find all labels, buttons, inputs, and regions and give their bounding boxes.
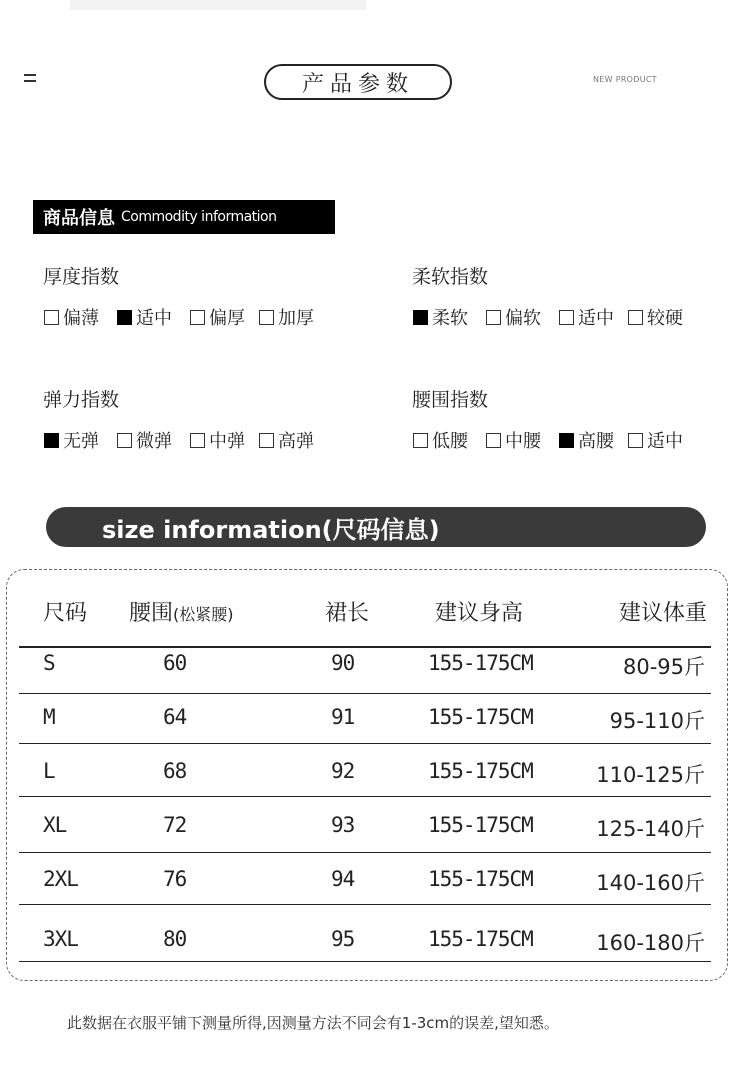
cell-waist: 76 [163,867,187,891]
cell-length: 93 [331,813,355,837]
cell-waist: 68 [163,759,187,783]
cell-size: L [43,759,55,783]
elasticity-option[interactable] [117,427,172,453]
top-strip [70,0,366,10]
cell-length: 90 [331,651,355,675]
cell-size: M [43,705,55,729]
checkbox-empty-icon[interactable] [628,310,643,325]
header-weight: 建议体重 [618,601,707,626]
cell-weight: 140-160斤 [596,871,705,895]
header-waist [129,596,234,627]
waist-option-label: 低腰 [432,431,468,452]
cell-size: XL [43,813,67,837]
thickness-option-label: 偏薄 [63,308,99,329]
checkbox-checked-icon[interactable] [44,433,59,448]
cell-length: 94 [331,867,355,891]
row-divider [19,743,711,744]
softness-option[interactable] [628,304,683,330]
header-size: 尺码 [43,601,88,626]
checkbox-empty-icon[interactable] [259,310,274,325]
elasticity-option[interactable] [259,427,314,453]
thickness-option-label: 适中 [136,308,172,329]
elasticity-label: 弹力指数 [43,389,120,411]
elasticity-option-label: 中弹 [209,431,245,452]
elasticity-option[interactable] [190,427,245,453]
row-divider [19,904,711,905]
row-divider [19,961,711,962]
softness-option[interactable] [486,304,541,330]
checkbox-empty-icon[interactable] [413,433,428,448]
cell-waist: 60 [163,651,187,675]
cell-height: 155-175CM [428,927,533,951]
page-title: 产品参数 [264,64,452,100]
thickness-option[interactable] [44,304,99,330]
softness-option-label: 适中 [578,308,614,329]
softness-option[interactable] [559,304,614,330]
row-divider [19,693,711,694]
elasticity-options [44,427,314,453]
header-waist-note: (松紧腰) [173,605,234,624]
cell-height: 155-175CM [428,759,533,783]
elasticity-option-label: 高弹 [278,431,314,452]
checkbox-empty-icon[interactable] [44,310,59,325]
waist-option[interactable] [559,427,614,453]
cell-waist: 72 [163,813,187,837]
checkbox-checked-icon[interactable] [117,310,132,325]
checkbox-empty-icon[interactable] [486,310,501,325]
thickness-label: 厚度指数 [43,266,120,288]
waist-index-options [413,427,683,453]
softness-option-label: 柔软 [432,308,468,329]
cell-length: 92 [331,759,355,783]
elasticity-option-label: 微弹 [136,431,172,452]
commodity-title-en: Commodity information [121,209,277,225]
waist-option[interactable] [628,427,683,453]
softness-option[interactable] [413,304,468,330]
cell-height: 155-175CM [428,651,533,675]
cell-length: 91 [331,705,355,729]
softness-option-label: 较硬 [647,308,683,329]
softness-option-label: 偏软 [505,308,541,329]
checkbox-empty-icon[interactable] [486,433,501,448]
thickness-options [44,304,314,330]
waist-option-label: 高腰 [578,431,614,452]
menu-icon[interactable] [24,74,36,84]
checkbox-empty-icon[interactable] [259,433,274,448]
checkbox-empty-icon[interactable] [559,310,574,325]
waist-option-label: 中腰 [505,431,541,452]
waist-option[interactable] [413,427,468,453]
cell-size: 2XL [43,867,78,891]
cell-weight: 110-125斤 [596,763,705,787]
cell-height: 155-175CM [428,705,533,729]
row-divider [19,852,711,853]
checkbox-empty-icon[interactable] [190,310,205,325]
measurement-footnote: 此数据在衣服平铺下测量所得,因测量方法不同会有1-3cm的误差,望知悉。 [67,1014,559,1032]
checkbox-checked-icon[interactable] [413,310,428,325]
thickness-option[interactable] [190,304,245,330]
cell-waist: 80 [163,927,187,951]
checkbox-checked-icon[interactable] [559,433,574,448]
thickness-option[interactable] [259,304,314,330]
cell-weight: 95-110斤 [609,709,705,733]
checkbox-empty-icon[interactable] [628,433,643,448]
commodity-title-zh: 商品信息 [43,208,115,229]
cell-length: 95 [331,927,355,951]
size-info-banner: size information(尺码信息) [46,507,706,547]
header-height: 建议身高 [435,601,524,626]
header-divider [19,646,711,648]
cell-size: S [43,651,55,675]
elasticity-option[interactable] [44,427,99,453]
waist-option[interactable] [486,427,541,453]
thickness-option[interactable] [117,304,172,330]
row-divider [19,796,711,797]
checkbox-empty-icon[interactable] [117,433,132,448]
thickness-option-label: 偏厚 [209,308,245,329]
cell-height: 155-175CM [428,867,533,891]
cell-weight: 80-95斤 [622,655,705,679]
thickness-option-label: 加厚 [278,308,314,329]
cell-waist: 64 [163,705,187,729]
new-product-label: NEW PRODUCT [593,75,657,84]
cell-height: 155-175CM [428,813,533,837]
cell-weight: 125-140斤 [596,817,705,841]
waist-option-label: 适中 [647,431,683,452]
header-waist-label: 腰围 [129,601,174,626]
softness-options [413,304,683,330]
cell-size: 3XL [43,927,78,951]
checkbox-empty-icon[interactable] [190,433,205,448]
softness-label: 柔软指数 [412,266,489,288]
waist-index-label: 腰围指数 [412,389,489,411]
elasticity-option-label: 无弹 [63,431,99,452]
cell-weight: 160-180斤 [596,931,705,955]
commodity-info-header [33,200,335,234]
header-length: 裙长 [325,601,370,626]
